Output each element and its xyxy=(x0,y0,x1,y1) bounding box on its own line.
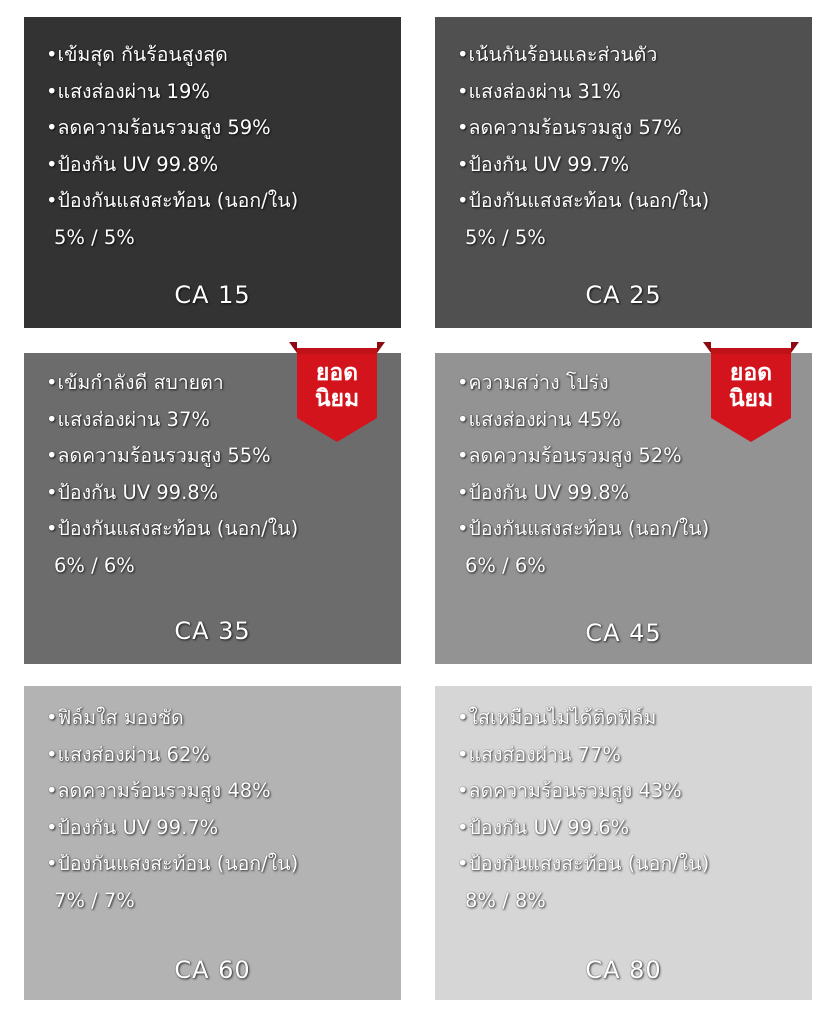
feature-reflection-values: 6% / 6% xyxy=(465,553,546,577)
ribbon-label-line2: นิยม xyxy=(728,386,774,412)
feature-uv-protection: •ป้องกัน UV 99.7% xyxy=(46,815,219,839)
ribbon-label-line2: นิยม xyxy=(314,386,360,412)
feature-uv-protection: •ป้องกัน UV 99.7% xyxy=(457,152,630,176)
feature-light-transmission: •แสงส่องผ่าน 45% xyxy=(457,407,621,431)
feature-reflection-values: 6% / 6% xyxy=(54,553,135,577)
card-ca60 xyxy=(24,686,401,1000)
feature-uv-protection: •ป้องกัน UV 99.8% xyxy=(457,480,630,504)
feature-light-transmission: •แสงส่องผ่าน 37% xyxy=(46,407,210,431)
feature-tagline: •ความสว่าง โปร่ง xyxy=(457,371,609,394)
feature-heat-reduction: •ลดความร้อนรวมสูง 59% xyxy=(46,116,271,140)
model-name: CA 35 xyxy=(174,617,251,645)
feature-reflection-values: 5% / 5% xyxy=(54,225,135,249)
feature-light-transmission: •แสงส่องผ่าน 62% xyxy=(46,742,210,766)
model-name: CA 80 xyxy=(585,956,662,984)
feature-light-transmission: •แสงส่องผ่าน 77% xyxy=(457,742,621,766)
card-ca80 xyxy=(435,686,812,1000)
model-name: CA 45 xyxy=(585,619,662,647)
feature-reflection: •ป้องกันแสงสะท้อน (นอก/ใน) xyxy=(457,517,710,541)
model-name: CA 60 xyxy=(174,956,251,984)
feature-list xyxy=(46,365,298,585)
feature-tagline: •เข้มสุด กันร้อนสูงสุด xyxy=(46,43,228,66)
feature-reflection-values: 8% / 8% xyxy=(465,888,546,912)
feature-list xyxy=(457,37,709,257)
feature-heat-reduction: •ลดความร้อนรวมสูง 57% xyxy=(457,116,682,140)
popular-ribbon-ca35 xyxy=(289,342,385,442)
feature-tagline: •ใสเหมือนไม่ได้ติดฟิล์ม xyxy=(457,706,657,729)
feature-reflection-values: 7% / 7% xyxy=(54,888,135,912)
ribbon-label-line1: ยอด xyxy=(729,360,773,386)
model-name: CA 15 xyxy=(174,281,251,309)
card-ca15 xyxy=(24,17,401,328)
feature-reflection: •ป้องกันแสงสะท้อน (นอก/ใน) xyxy=(46,517,299,541)
model-name: CA 25 xyxy=(585,281,662,309)
feature-reflection: •ป้องกันแสงสะท้อน (นอก/ใน) xyxy=(46,189,299,213)
feature-tagline: •ฟิล์มใส มองชัด xyxy=(46,706,184,729)
feature-uv-protection: •ป้องกัน UV 99.8% xyxy=(46,480,219,504)
feature-list xyxy=(457,700,709,920)
feature-heat-reduction: •ลดความร้อนรวมสูง 43% xyxy=(457,779,682,803)
ribbon-label-line1: ยอด xyxy=(315,360,359,386)
feature-reflection-values: 5% / 5% xyxy=(465,225,546,249)
feature-list xyxy=(457,365,709,585)
feature-uv-protection: •ป้องกัน UV 99.6% xyxy=(457,815,630,839)
feature-reflection: •ป้องกันแสงสะท้อน (นอก/ใน) xyxy=(457,852,710,876)
feature-tagline: •เข้มกำลังดี สบายตา xyxy=(46,371,224,394)
feature-tagline: •เน้นกันร้อนและส่วนตัว xyxy=(457,43,658,66)
feature-heat-reduction: •ลดความร้อนรวมสูง 52% xyxy=(457,444,682,468)
feature-heat-reduction: •ลดความร้อนรวมสูง 48% xyxy=(46,779,271,803)
feature-reflection: •ป้องกันแสงสะท้อน (นอก/ใน) xyxy=(457,189,710,213)
feature-reflection: •ป้องกันแสงสะท้อน (นอก/ใน) xyxy=(46,852,299,876)
popular-ribbon-ca45 xyxy=(703,342,799,442)
card-ca25 xyxy=(435,17,812,328)
feature-light-transmission: •แสงส่องผ่าน 31% xyxy=(457,79,621,103)
feature-list xyxy=(46,700,298,920)
feature-light-transmission: •แสงส่องผ่าน 19% xyxy=(46,79,210,103)
feature-list xyxy=(46,37,298,257)
feature-uv-protection: •ป้องกัน UV 99.8% xyxy=(46,152,219,176)
feature-heat-reduction: •ลดความร้อนรวมสูง 55% xyxy=(46,444,271,468)
